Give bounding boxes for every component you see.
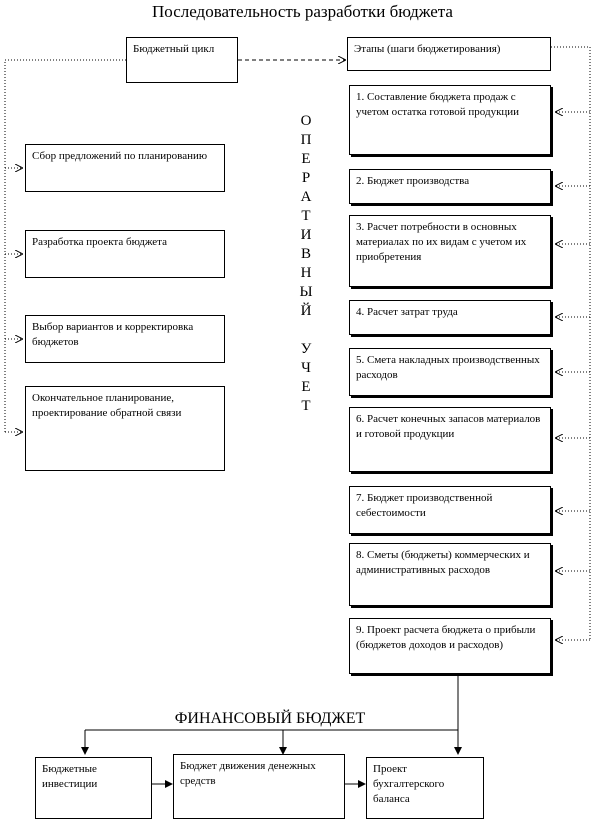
vertical-letter: Н bbox=[300, 265, 312, 281]
balance-sheet-box: Проект бухгалтерского баланса bbox=[366, 757, 484, 819]
vertical-letter: П bbox=[300, 132, 312, 148]
vertical-letter: Е bbox=[301, 151, 311, 167]
budget-investments-box: Бюджетные инвестиции bbox=[35, 757, 152, 819]
vertical-letter: А bbox=[300, 189, 312, 205]
stage-5-box: 5. Смета накладных производственных расходов bbox=[349, 348, 551, 396]
left-step-4: Окончательное планирование, проектирование обратной связи bbox=[25, 386, 225, 471]
vertical-letter: Й bbox=[300, 303, 312, 319]
diagram-title: Последовательность разработки бюджета bbox=[152, 2, 453, 21]
vertical-letter: Е bbox=[301, 379, 311, 395]
vertical-letter: Т bbox=[301, 398, 311, 414]
stage-7-box: 7. Бюджет производственной себестоимости bbox=[349, 486, 551, 534]
budget-cycle-box: Бюджетный цикл bbox=[126, 37, 238, 83]
left-step-1: Сбор предложений по планированию bbox=[25, 144, 225, 192]
vertical-letter bbox=[297, 321, 315, 340]
stage-2-box: 2. Бюджет производства bbox=[349, 169, 551, 204]
stage-6-box: 6. Расчет конечных запасов материалов и готовой продукции bbox=[349, 407, 551, 472]
stage-3-box: 3. Расчет потребности в основных материалах по их видам с учетом их приобретения bbox=[349, 215, 551, 287]
left-step-2: Разработка проекта бюджета bbox=[25, 230, 225, 278]
operational-accounting-label bbox=[297, 112, 315, 416]
left-step-3: Выбор вариантов и корректировка бюджетов bbox=[25, 315, 225, 363]
vertical-letter: И bbox=[300, 227, 312, 243]
stage-9-box: 9. Проект расчета бюджета о прибыли (бюджетов доходов и расходов) bbox=[349, 618, 551, 674]
right-dotted-bus bbox=[551, 47, 590, 640]
stages-header-box: Этапы (шаги бюджетирования) bbox=[347, 37, 551, 71]
vertical-letter: В bbox=[300, 246, 311, 262]
vertical-letter: Т bbox=[301, 208, 311, 224]
stage-4-box: 4. Расчет затрат труда bbox=[349, 300, 551, 335]
cash-flow-budget-box: Бюджет движения денежных средств bbox=[173, 754, 345, 819]
vertical-letter: О bbox=[300, 113, 312, 129]
vertical-letter: У bbox=[300, 341, 312, 357]
stage-1-box: 1. Составление бюджета продаж с учетом остатка готовой продукции bbox=[349, 85, 551, 155]
financial-budget-title: ФИНАНСОВЫЙ БЮДЖЕТ bbox=[174, 710, 366, 727]
vertical-letter: Ы bbox=[299, 284, 313, 300]
vertical-letter: Ч bbox=[301, 360, 311, 376]
vertical-letter: Р bbox=[301, 170, 311, 186]
stage-8-box: 8. Сметы (бюджеты) коммерческих и административных расходов bbox=[349, 543, 551, 606]
